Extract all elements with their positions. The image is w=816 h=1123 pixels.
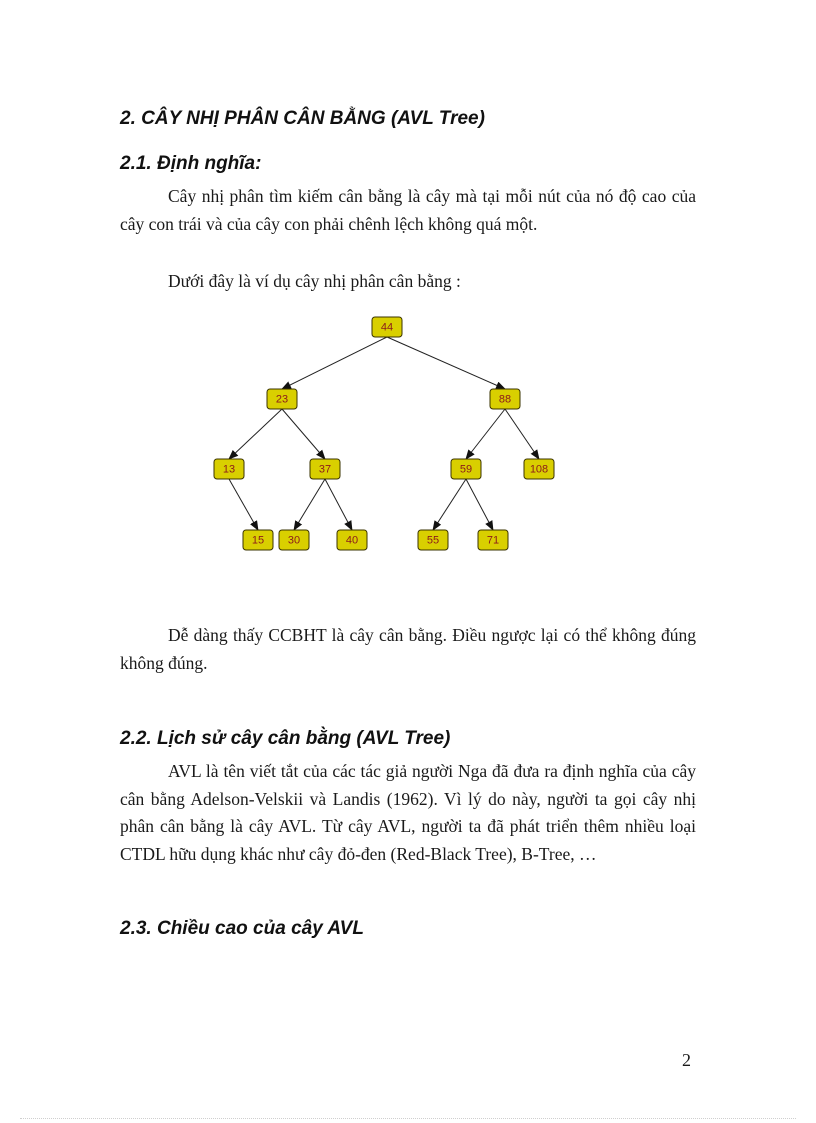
tree-edge-44-88 bbox=[387, 337, 505, 389]
observation-paragraph bbox=[120, 622, 696, 677]
history-paragraph bbox=[120, 758, 696, 868]
tree-node-108 bbox=[524, 459, 554, 479]
main-heading: 2. CÂY NHỊ PHÂN CÂN BẰNG (AVL Tree) bbox=[120, 108, 485, 129]
tree-node-label: 37 bbox=[318, 463, 332, 476]
avl-tree-diagram bbox=[200, 305, 570, 565]
tree-edge-13-15 bbox=[229, 479, 258, 530]
tree-node-37 bbox=[310, 459, 340, 479]
tree-edge-23-13 bbox=[229, 409, 282, 459]
tree-node-label: 13 bbox=[222, 463, 236, 476]
tree-node-label: 44 bbox=[380, 321, 394, 334]
tree-node-88 bbox=[490, 389, 520, 409]
tree-node-label: 71 bbox=[486, 534, 500, 547]
tree-node-label: 30 bbox=[287, 534, 301, 547]
example-intro-paragraph bbox=[120, 268, 696, 296]
tree-node-40 bbox=[337, 530, 367, 550]
section-2-1-heading: 2.1. Định nghĩa: bbox=[120, 153, 262, 174]
definition-paragraph bbox=[120, 183, 696, 238]
tree-node-label: 23 bbox=[275, 393, 289, 406]
tree-node-44 bbox=[372, 317, 402, 337]
tree-node-59 bbox=[451, 459, 481, 479]
tree-node-label: 40 bbox=[345, 534, 359, 547]
tree-edge-23-37 bbox=[282, 409, 325, 459]
tree-edge-37-30 bbox=[294, 479, 325, 530]
tree-node-label: 108 bbox=[529, 463, 549, 476]
tree-node-13 bbox=[214, 459, 244, 479]
tree-edge-88-108 bbox=[505, 409, 539, 459]
tree-edge-37-40 bbox=[325, 479, 352, 530]
page-bottom-divider bbox=[20, 1118, 796, 1119]
tree-node-label: 59 bbox=[459, 463, 473, 476]
tree-edge-88-59 bbox=[466, 409, 505, 459]
tree-node-71 bbox=[478, 530, 508, 550]
definition-text: Cây nhị phân tìm kiếm cân bằng là cây mà tại mỗi nút của nó độ cao của cây con trái và của cây con phải chênh lệch không quá một. bbox=[120, 186, 696, 234]
history-text: AVL là tên viết tắt của các tác giả người Nga đã đưa ra định nghĩa của cây cân bằng Adelson-Velskii và Landis (1962). Vì lý do này, người ta gọi cây nhị phân cân bằng là cây AVL. Từ cây AVL, người ta đã phát triển thêm nhiều loại CTDL hữu dụng khác như cây đỏ-đen (Red-Black Tree), B-Tree, … bbox=[120, 761, 696, 864]
section-2-3-heading: 2.3. Chiều cao của cây AVL bbox=[120, 918, 364, 939]
tree-node-55 bbox=[418, 530, 448, 550]
example-intro-text: Dưới đây là ví dụ cây nhị phân cân bằng : bbox=[168, 271, 461, 291]
tree-node-label: 88 bbox=[498, 393, 512, 406]
page-number: 2 bbox=[682, 1050, 691, 1070]
tree-node-15 bbox=[243, 530, 273, 550]
tree-edge-59-71 bbox=[466, 479, 493, 530]
tree-node-30 bbox=[279, 530, 309, 550]
observation-text: Dễ dàng thấy CCBHT là cây cân bằng. Điều ngược lại có thể không đúng không đúng. bbox=[120, 625, 696, 673]
tree-edge-44-23 bbox=[282, 337, 387, 389]
tree-node-23 bbox=[267, 389, 297, 409]
section-2-2-heading: 2.2. Lịch sử cây cân bằng (AVL Tree) bbox=[120, 728, 451, 749]
tree-edge-59-55 bbox=[433, 479, 466, 530]
tree-node-label: 15 bbox=[251, 534, 265, 547]
tree-node-label: 55 bbox=[426, 534, 440, 547]
